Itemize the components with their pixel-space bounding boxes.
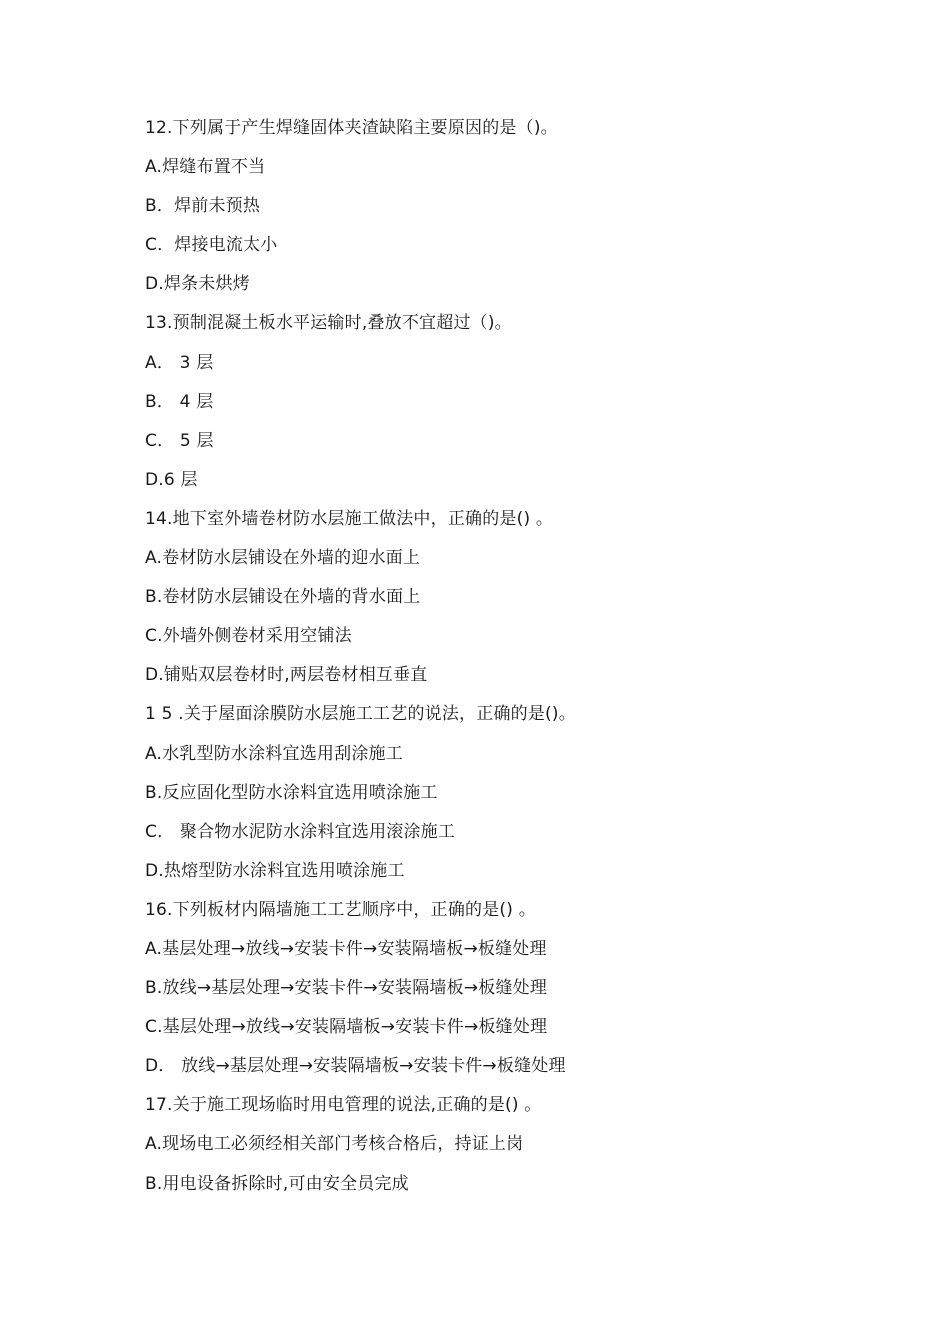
q12-option-b: B．焊前未预热 [145, 196, 261, 217]
q16-option-d: D． 放线→基层处理→安装隔墙板→安装卡件→板缝处理 [145, 1056, 566, 1077]
q15-option-a: A.水乳型防水涂料宜选用刮涂施工 [145, 743, 403, 764]
q15-option-d: D.热熔型防水涂料宜选用喷涂施工 [145, 860, 405, 881]
question-16: 16.下列板材内隔墙施工工艺顺序中，正确的是() 。 [145, 899, 536, 920]
question-15: 1 5 .关于屋面涂膜防水层施工工艺的说法，正确的是()。 [145, 704, 576, 725]
q14-option-a: A.卷材防水层铺设在外墙的迎水面上 [145, 548, 421, 569]
q16-option-a: A.基层处理→放线→安装卡件→安装隔墙板→板缝处理 [145, 938, 547, 959]
q15-option-b: B.反应固化型防水涂料宜选用喷涂施工 [145, 782, 438, 803]
q13-option-c: C． 5 层 [145, 430, 214, 451]
q14-option-d: D.铺贴双层卷材时,两层卷材相互垂直 [145, 665, 428, 686]
question-12: 12.下列属于产生焊缝固体夹渣缺陷主要原因的是（)。 [145, 118, 558, 138]
q13-option-a: A． 3 层 [145, 352, 214, 373]
q12-option-c: C．焊接电流太小 [145, 235, 278, 256]
q12-option-d: D.焊条未烘烤 [145, 274, 250, 295]
q14-option-b: B.卷材防水层铺设在外墙的背水面上 [145, 587, 421, 608]
question-14: 14.地下室外墙卷材防水层施工做法中，正确的是() 。 [145, 508, 554, 529]
question-17: 17.关于施工现场临时用电管理的说法,正确的是() 。 [145, 1095, 542, 1116]
q15-option-c: C． 聚合物水泥防水涂料宜选用滚涂施工 [145, 821, 456, 842]
q13-option-b: B． 4 层 [145, 391, 214, 412]
q12-option-a: A.焊缝布置不当 [145, 157, 266, 178]
q13-option-d: D.6 层 [145, 469, 198, 490]
q16-option-b: B.放线→基层处理→安装卡件→安装隔墙板→板缝处理 [145, 978, 548, 999]
q14-option-c: C.外墙外侧卷材采用空铺法 [145, 626, 352, 647]
question-13: 13.预制混凝土板水平运输时,叠放不宜超过（)。 [145, 313, 512, 334]
document-page [145, 114, 905, 1209]
q17-option-a: A.现场电工必须经相关部门考核合格后，持证上岗 [145, 1134, 524, 1155]
q16-option-c: C.基层处理→放线→安装隔墙板→安装卡件→板缝处理 [145, 1017, 548, 1038]
q17-option-b: B.用电设备拆除时,可由安全员完成 [145, 1173, 409, 1194]
